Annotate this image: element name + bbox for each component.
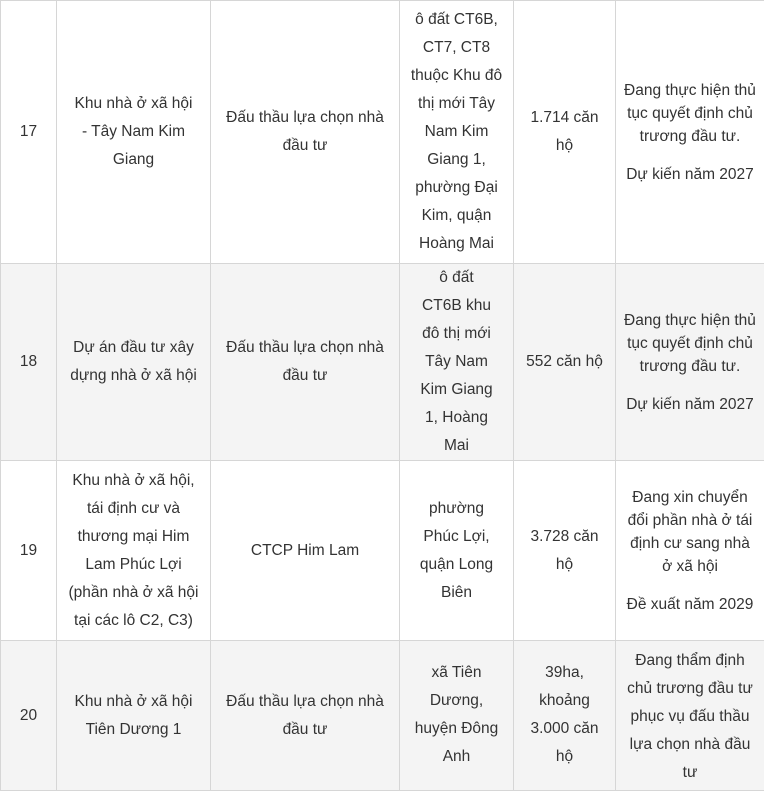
project-name: Khu nhà ở xã hội Tiên Dương 1 [57,641,211,791]
project-name: Khu nhà ở xã hội, tái định cư và thương mại Him Lam Phúc Lợi (phần nhà ở xã hội tại các lô C2, C3) [57,461,211,641]
project-scale: 3.728 căn hộ [514,461,616,641]
status-text: Đang thẩm định chủ trương đầu tư phục vụ đấu thầu lựa chọn nhà đầu tư [624,647,756,787]
table-row [1,264,764,461]
timeline-text: Dự kiến năm 2027 [624,393,756,416]
table-row [1,461,764,641]
status-text: Đang thực hiện thủ tục quyết định chủ trương đầu tư. [624,309,756,378]
project-scale: 552 căn hộ [514,264,616,461]
project-name: Khu nhà ở xã hội - Tây Nam Kim Giang [57,1,211,264]
status-text: Đang thực hiện thủ tục quyết định chủ trương đầu tư. [624,79,756,148]
project-status [616,264,764,461]
row-number: 20 [1,641,57,791]
table-row [1,1,764,264]
investor: CTCP Him Lam [211,461,400,641]
status-text: Đang xin chuyển đổi phần nhà ở tái định cư sang nhà ở xã hội [624,486,756,578]
project-location: ô đất CT6B khu đô thị mới Tây Nam Kim Giang 1, Hoàng Mai [400,264,514,461]
row-number: 17 [1,1,57,264]
project-status [616,1,764,264]
project-scale: 1.714 căn hộ [514,1,616,264]
project-location: phường Phúc Lợi, quận Long Biên [400,461,514,641]
project-name: Dự án đầu tư xây dựng nhà ở xã hội [57,264,211,461]
investor: Đấu thầu lựa chọn nhà đầu tư [211,264,400,461]
project-status [616,461,764,641]
project-scale: 39ha, khoảng 3.000 căn hộ [514,641,616,791]
investor: Đấu thầu lựa chọn nhà đầu tư [211,641,400,791]
project-location: ô đất CT6B, CT7, CT8 thuộc Khu đô thị mới Tây Nam Kim Giang 1, phường Đại Kim, quận Hoàng Mai [400,1,514,264]
project-location: xã Tiên Dương, huyện Đông Anh [400,641,514,791]
table-row [1,641,764,791]
timeline-text: Dự kiến năm 2027 [624,163,756,186]
investor: Đấu thầu lựa chọn nhà đầu tư [211,1,400,264]
timeline-text: Đề xuất năm 2029 [624,593,756,616]
row-number: 19 [1,461,57,641]
project-status [616,641,764,791]
row-number: 18 [1,264,57,461]
